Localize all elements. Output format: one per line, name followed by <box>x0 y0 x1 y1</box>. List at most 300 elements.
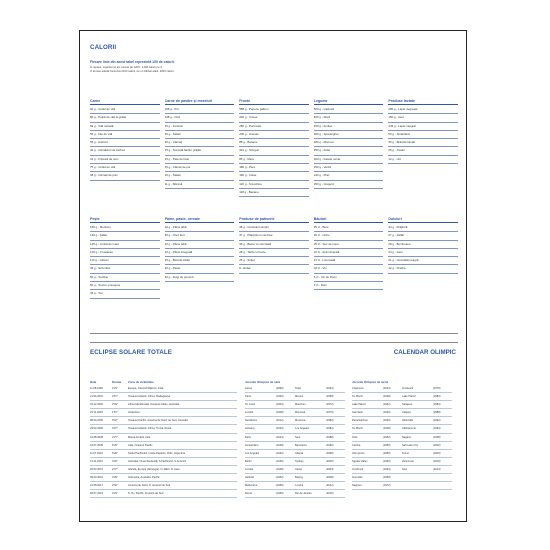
olympic-city: Sydney <box>295 459 304 463</box>
food-row: 45 g - Ton <box>90 290 160 298</box>
olympic-entry <box>402 434 452 441</box>
food-row: 88 g - Banane <box>239 139 309 147</box>
eclipse-cell: 2'27" <box>112 435 118 439</box>
olympic-city: St. Louis <box>245 403 256 407</box>
olympic-city: Squaw Valley <box>352 459 368 463</box>
olympic-city: Sarajevo <box>402 403 413 407</box>
olympic-entry <box>352 434 402 441</box>
olympic-entry <box>295 417 345 424</box>
olympic-row <box>245 434 345 442</box>
eclipse-cell: Islanda, Europa (Norvegia), N. Mării, N. Asiei <box>128 467 180 471</box>
olympic-year: (1936) <box>383 411 391 415</box>
calorii-intro: În repaus, organismul are nevoie de 1200 - 1400 calorii pe zi. O femeie adultă consumă 2100 calorii, iar un bărbat adult, 2800 calorii. <box>90 66 175 73</box>
olympic-row <box>245 401 345 409</box>
olympic-year: (1976) <box>326 411 334 415</box>
eclipse-cell: 11.07.2010 <box>90 451 103 455</box>
food-row: 80 g - Pulpă de vită la grătar <box>90 114 160 122</box>
food-row: 25 g - Jivalor <box>388 147 458 155</box>
olympic-row <box>352 393 452 401</box>
food-row: 40 g - Pâine albă <box>165 241 235 249</box>
food-row: 34 g - Prăjitură <box>388 224 458 232</box>
food-row: 40 g - Cârnăciori de berbec <box>90 147 160 155</box>
olympic-entry <box>295 450 345 457</box>
food-column-header: Legume <box>314 99 384 105</box>
food-row: 500 g - Lăptucă <box>314 106 384 114</box>
eclipse-cell: 08.04.2005 <box>90 419 103 423</box>
olympic-entry <box>245 466 295 473</box>
divider-line <box>90 333 458 334</box>
olympic-row <box>245 482 345 490</box>
olympic-year: (1932) <box>383 403 391 407</box>
food-row: 50 g - Smântână <box>388 131 458 139</box>
food-row: 92 g - Cotlet de vită <box>90 106 160 114</box>
olympic-city: Innsbruck <box>352 467 364 471</box>
olympic-entry <box>402 482 452 489</box>
eclipse-cell: 2'40" <box>112 484 118 488</box>
olympic-year: (1988) <box>326 435 334 439</box>
olympic-entry <box>245 385 295 392</box>
olympic-year: (1928) <box>276 443 284 447</box>
olympic-entry <box>402 425 452 432</box>
olympic-entry <box>245 409 295 416</box>
olympic-year: (1924) <box>276 435 284 439</box>
olympic-year: (2004) <box>326 467 334 471</box>
winter-olympics-table <box>352 379 452 490</box>
food-column <box>388 99 458 197</box>
olympic-year: (1956) <box>383 451 391 455</box>
food-row: 50 g - Salam <box>165 131 235 139</box>
olympic-row <box>245 417 345 425</box>
olympic-entry <box>295 409 345 416</box>
olympic-entry <box>402 458 452 465</box>
eclipse-header-cell: Data <box>90 380 97 384</box>
food-column <box>314 99 384 197</box>
olympic-city: Grenoble <box>352 476 363 480</box>
food-row: 22 cl - Apă minerală <box>314 249 384 257</box>
olympic-city: Atena <box>295 467 302 471</box>
olympic-city: Chamonix <box>352 387 364 390</box>
olympic-city: Rio de Janeiro <box>295 492 312 496</box>
food-row: 12 g - Praline <box>388 265 458 273</box>
olympic-city: Melbourne <box>245 484 258 488</box>
eclipse-cell: Sudul Pacificului, Insula Paștelui, Chile, Argentina <box>128 451 186 455</box>
eclipse-cell: 5'20" <box>112 451 118 455</box>
divider-line <box>90 342 458 343</box>
food-row: 50 g - Somon presupus <box>90 282 160 290</box>
food-row: 108 g - Pui <box>165 106 235 114</box>
olympic-row <box>352 442 452 450</box>
olympic-city: Atena <box>245 387 252 390</box>
olympic-entry <box>295 393 345 400</box>
olympic-city: Tokio <box>295 387 302 390</box>
olympic-year: (1960) <box>276 492 284 496</box>
olympic-entry <box>402 401 452 408</box>
food-row: 50 g - Jambon <box>165 123 235 131</box>
olympic-entry <box>352 393 402 400</box>
olympic-city: Amsterdam <box>245 443 259 447</box>
olympic-city: Mexico <box>295 395 304 399</box>
olympic-year <box>433 482 447 489</box>
olympic-city: Antwerp <box>245 427 255 431</box>
eclipse-cell: America de Nord, N. Americii de Sud <box>128 484 171 488</box>
olympic-year: (1968) <box>383 476 391 480</box>
olympic-city: Paris <box>245 435 251 439</box>
food-row: 118 g - Banane <box>239 189 309 197</box>
olympic-entry <box>402 474 452 481</box>
eclipse-cell: 29.03.2006 <box>90 427 103 431</box>
olympic-year: (1924) <box>383 387 391 390</box>
food-row: 280 g - Lapte degresat <box>388 106 458 114</box>
olympic-entry <box>352 401 402 408</box>
eclipse-row <box>90 401 237 409</box>
olympic-entry <box>402 442 452 449</box>
olympic-year: (1992) <box>433 419 441 423</box>
summer-olympics-header: Jocurile Olimpice de vară <box>245 380 281 384</box>
food-row: 50 g - Sardine <box>90 274 160 282</box>
eclipse-cell: Oceanul Atlantic, Africa, Turcia, Rusia <box>128 427 172 431</box>
food-row: 190 g - Caise <box>239 172 309 180</box>
olympic-row <box>245 442 345 450</box>
food-row: 90 g - Pâine albă <box>165 224 235 232</box>
olympic-city: Lake Placid <box>352 403 366 407</box>
olympic-row <box>245 425 345 433</box>
olympic-year: (2000) <box>326 459 334 463</box>
eclipse-cell: 4'07" <box>112 427 118 431</box>
olympic-entry <box>245 401 295 408</box>
olympic-row <box>245 409 345 417</box>
olympic-row <box>352 409 452 417</box>
olympic-entry <box>245 482 295 489</box>
olympic-entry <box>352 417 402 424</box>
olympic-entry <box>352 458 402 465</box>
olympic-entry <box>402 393 452 400</box>
eclipse-cell: 4'09" <box>112 476 118 480</box>
olympic-entry <box>352 442 402 449</box>
food-column-header: Produse de patiserie <box>239 217 309 223</box>
olympic-year: (1972) <box>326 403 334 407</box>
olympic-year: (1904) <box>276 403 284 407</box>
food-row: 45 g - Scrumbie <box>90 265 160 273</box>
olympic-entry <box>295 482 345 489</box>
eclipse-cell: 21.06.2001 <box>90 395 103 399</box>
food-row: 300 g - Sparanghel <box>314 131 384 139</box>
olympic-year: (1920) <box>276 427 284 431</box>
olympic-city: Stockholm <box>245 419 258 423</box>
eclipse-cell: 13.11.2012 <box>90 459 103 463</box>
eclipse-cell: Asia, Oceanul Pacific <box>128 443 153 447</box>
eclipse-cell: 21.08.2017 <box>90 484 103 488</box>
olympic-row <box>352 425 452 433</box>
olympic-year: (1992) <box>326 443 334 447</box>
eclipse-cell: Oceanul Atlantic, Africa, Madagascar <box>128 395 171 399</box>
olympic-city: Lillehammer <box>402 427 417 431</box>
food-row: 25 g - Cârnaț de pui <box>165 164 235 172</box>
olympic-entry <box>295 434 345 441</box>
olympic-entry <box>352 482 402 489</box>
food-column <box>239 99 309 197</box>
olympic-year: (1994) <box>433 427 441 431</box>
olympic-city: d'Ampezzo <box>352 451 365 455</box>
food-row: 40 g - Pâine integrală <box>165 249 235 257</box>
food-row: 35 g - Sunculă fiartă / prăjită <box>165 147 235 155</box>
eclipse-cell: 22.07.2009 <box>90 443 103 447</box>
food-row: 400 g - Roșii <box>314 114 384 122</box>
food-row: 588 g - Pepene galben <box>239 106 309 114</box>
olympic-city: Innsbruck <box>402 387 414 390</box>
food-row: 140 g - Șalău <box>90 232 160 240</box>
food-row: 120 g - Crustacee <box>90 249 160 257</box>
food-row: 35 g - Baton cu ciocolată <box>239 241 309 249</box>
eclipse-cell: 4'02" <box>112 459 118 463</box>
food-row: 120 g - Smochine <box>239 181 309 189</box>
olympic-city: Helsinki <box>245 476 255 480</box>
eclipse-row <box>90 442 237 450</box>
food-row: 82 g - Vită rotisată <box>90 123 160 131</box>
olympic-city: Londra <box>295 484 304 488</box>
olympic-city: Los Angeles <box>295 427 310 431</box>
calorii-headline: Fiecare linie din acest tabel reprezintă 100 de calorii. <box>90 60 175 64</box>
olympic-city: Garmisch <box>352 411 364 415</box>
olympic-year: (1952) <box>383 435 391 439</box>
olympic-year: (1976) <box>433 387 441 390</box>
food-row: 28 g - Tartă cu fructe <box>239 249 309 257</box>
olympic-year: (1956) <box>383 443 391 447</box>
olympic-entry <box>352 466 402 473</box>
olympic-city: Albertville <box>402 419 414 423</box>
olympic-city: Torino <box>402 451 410 455</box>
food-row: 25 cl - Suc de mere <box>314 241 384 249</box>
olympic-entry <box>245 450 295 457</box>
food-row: 37 g - Plăcintă cu ventrișe <box>239 232 309 240</box>
calorie-table-2 <box>90 217 458 299</box>
olympic-city: Berlin <box>245 459 252 463</box>
winter-olympics-header: Jocurile Olimpice de iarnă <box>352 380 388 384</box>
eclipse-cell: 1'57" <box>112 411 118 415</box>
olympic-year: (1964) <box>383 467 391 471</box>
eclipse-cell: 2'47" <box>112 467 118 471</box>
eclipse-cell: Antarctica <box>128 411 140 415</box>
olympic-city: Los Angeles <box>245 451 260 455</box>
eclipse-row <box>90 458 237 466</box>
olympic-city: Nagano <box>402 435 412 439</box>
olympic-year: (1908) <box>276 411 284 415</box>
food-row: 85 g - Mere <box>239 156 309 164</box>
olympic-entry <box>352 474 402 481</box>
eclipse-cell: 2'23" <box>112 387 118 390</box>
olympic-entry <box>295 385 345 392</box>
eclipse-cell: Africa Meridională, Oceanul Indian, Australia <box>128 403 180 407</box>
olympic-entry <box>245 434 295 441</box>
food-column-header: Fructe <box>239 99 309 105</box>
food-column-header: Dulciuri <box>388 217 458 223</box>
food-row: 80 g - Orez fiert <box>165 232 235 240</box>
olympic-year: (2010) <box>433 459 441 463</box>
eclipse-cell: 2'04" <box>112 403 118 407</box>
olympic-row <box>245 393 345 401</box>
food-row: 12 g - Unt <box>388 156 458 164</box>
olympic-entry <box>295 474 345 481</box>
food-row: 110 g - Calcan <box>90 257 160 265</box>
olympic-year: (1968) <box>326 395 334 399</box>
olympic-entry <box>402 450 452 457</box>
olympic-city: Soci <box>402 467 408 471</box>
olympic-year: (1998) <box>433 435 441 439</box>
food-row: 333 g - Struguri <box>239 147 309 155</box>
olympic-row <box>352 466 452 474</box>
food-column-header: Pâine, paste, cereale <box>165 217 235 223</box>
olympic-title: CALENDAR OLIMPIC <box>393 349 456 356</box>
food-row: 250 g - Ardei <box>314 147 384 155</box>
food-row: 18 cl - Vin <box>314 265 384 273</box>
eclipse-cell: 4'33" <box>112 492 118 496</box>
food-column-header: Carne <box>90 99 160 105</box>
olympic-entry <box>245 458 295 465</box>
olympic-year: (1964) <box>326 387 334 390</box>
food-row: 450 g - Andive <box>314 123 384 131</box>
olympic-row <box>245 490 345 498</box>
olympic-entry <box>295 442 345 449</box>
olympic-entry <box>295 490 345 497</box>
olympic-row <box>245 474 345 482</box>
calorii-title: CALORII <box>90 44 117 51</box>
olympic-year: (1952) <box>276 476 284 480</box>
olympic-city <box>402 482 433 489</box>
eclipse-cell: 23.11.2003 <box>90 411 103 415</box>
olympic-year: (2016) <box>326 492 334 496</box>
olympic-entry <box>245 425 295 432</box>
olympic-city: Seul <box>295 435 301 439</box>
olympic-entry <box>352 425 402 432</box>
olympic-year: (1972) <box>383 484 391 488</box>
olympic-entry <box>245 490 295 497</box>
olympic-row <box>352 458 452 466</box>
eclipse-cell: 6'39" <box>112 443 118 447</box>
eclipse-row <box>90 393 237 401</box>
olympic-city: Montreal <box>295 411 306 415</box>
olympic-city: Moscova <box>295 419 306 423</box>
food-column <box>165 99 235 197</box>
olympic-city: Barcelona <box>295 443 307 447</box>
olympic-row <box>352 474 452 482</box>
olympic-row <box>245 450 345 458</box>
food-row: 35 g - Biscuiți sărați <box>165 257 235 265</box>
olympic-year: (2002) <box>433 443 441 447</box>
food-row: 30 g - Paste <box>165 265 235 273</box>
olympic-entry <box>295 458 345 465</box>
olympic-year: (1928) <box>383 395 391 399</box>
olympic-city: Sapporo <box>352 484 362 488</box>
olympic-row <box>352 482 452 490</box>
olympic-entry <box>352 409 402 416</box>
eclipse-cell: 02.07.2019 <box>90 492 103 496</box>
olympic-year: (1956) <box>276 484 284 488</box>
food-row: 150 g - Merluciu <box>90 224 160 232</box>
eclipse-cell: 01.08.2008 <box>90 435 103 439</box>
olympic-entry <box>295 466 345 473</box>
olympic-city: Londra <box>245 467 254 471</box>
olympic-city: Partenkirchen <box>352 419 369 423</box>
calorie-table-1 <box>90 99 458 197</box>
olympic-entry <box>295 425 345 432</box>
food-row: 180 g - Pere <box>239 164 309 172</box>
food-row: 25 cl - Bere <box>314 224 384 232</box>
eclipse-cell: 0'42" <box>112 419 118 423</box>
food-row: 75 g - Cotlet de vită <box>90 164 160 172</box>
eclipse-cell: 09.03.2016 <box>90 476 103 480</box>
olympic-city: Paris <box>245 395 251 399</box>
olympic-year: (1936) <box>276 459 284 463</box>
olympic-city: Oslo <box>352 435 358 439</box>
food-column-header: Pește <box>90 217 160 223</box>
food-row: 25 g - Șnițel <box>239 257 309 265</box>
eclipse-cell: Indonezia, Australia, Pacific <box>128 476 160 480</box>
food-row: 148 g - Ouă <box>165 114 235 122</box>
food-row: 34 g - Friptură de porc <box>90 156 160 164</box>
food-column-header: Băuturi <box>314 217 384 223</box>
food-row: 21 cl - Limonadă <box>314 257 384 265</box>
food-row: 125 g - Limbă de mare <box>90 241 160 249</box>
eclipse-cell: 4'57" <box>112 395 118 399</box>
food-column <box>165 217 235 299</box>
food-row: 26 cl - Cidru <box>314 232 384 240</box>
olympic-row <box>245 458 345 466</box>
olympic-city: Beijing <box>295 476 303 480</box>
eclipse-table <box>90 379 237 498</box>
eclipse-header-cell: Zona de vizibilitate <box>128 380 154 384</box>
olympic-city: Lake Placid <box>402 395 416 399</box>
olympic-year: (1960) <box>383 459 391 463</box>
food-row: 200 g - Ananas <box>239 131 309 139</box>
summer-olympics-table <box>245 379 345 498</box>
food-row: 28 g - Bomboane <box>388 241 458 249</box>
eclipse-row <box>90 450 237 458</box>
olympic-year: (2006) <box>433 451 441 455</box>
olympic-year: (2014) <box>433 467 441 471</box>
eclipse-title: ECLIPSE SOLARE TOTALE <box>90 349 172 356</box>
olympic-row <box>245 385 345 393</box>
olympic-year: (1984) <box>326 427 334 431</box>
olympic-year: (1980) <box>433 395 441 399</box>
food-row: 11 g - Slănină <box>165 181 235 189</box>
eclipse-cell: Marea Arctică, Asia <box>128 435 151 439</box>
olympic-city: Salt Lake City <box>402 443 419 447</box>
food-column <box>239 217 309 299</box>
eclipse-cell: 04.12.2002 <box>90 403 103 407</box>
food-column <box>314 217 384 299</box>
eclipse-row <box>90 417 237 425</box>
food-row: 300 g - Fasole verde <box>314 156 384 164</box>
olympic-city: Calgary <box>402 411 411 415</box>
olympic-city: München <box>295 403 306 407</box>
food-column <box>90 99 160 197</box>
olympic-entry <box>245 442 295 449</box>
food-row: 250 g - Ciuperci <box>314 181 384 189</box>
food-row: 30 g - Cârnați <box>165 139 235 147</box>
food-column-header: Carne de pasăre și mezeluri <box>165 99 235 105</box>
food-row: 24 g - Gem <box>388 249 458 257</box>
eclipse-cell: S. Oc. Pacific, America de Sud <box>128 492 164 496</box>
eclipse-row <box>90 490 237 498</box>
olympic-city: Londra <box>245 411 254 415</box>
olympic-year: (1936) <box>383 419 391 423</box>
olympic-year: (2012) <box>326 484 334 488</box>
olympic-year: (1912) <box>276 419 284 423</box>
olympic-year: (1896) <box>276 387 284 390</box>
olympic-entry <box>295 401 345 408</box>
food-row: 56 g - File de vită <box>90 131 160 139</box>
olympic-city <box>402 474 433 481</box>
olympic-city: St. Moritz <box>352 395 363 399</box>
